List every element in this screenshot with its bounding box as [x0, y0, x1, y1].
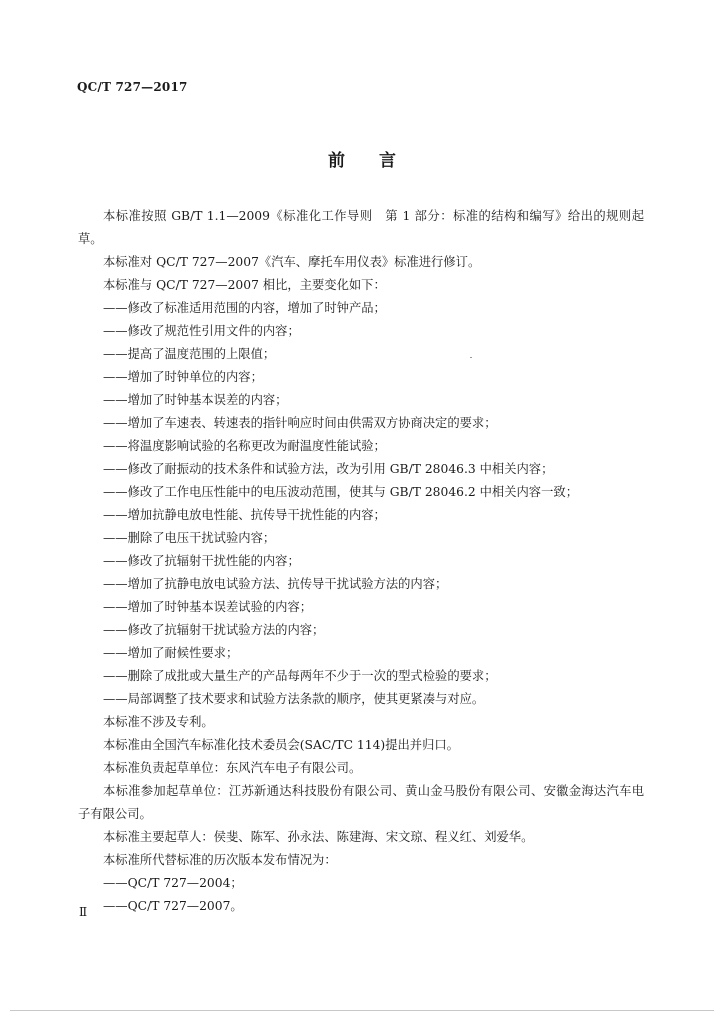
paragraph: 本标准按照 GB/T 1.1—2009《标准化工作导则 第 1 部分：标准的结构和编写》给出的规则起草。	[78, 209, 644, 246]
list-item: ——增加了耐候性要求；	[103, 646, 239, 660]
list-item: ——修改了标准适用范围的内容，增加了时钟产品；	[103, 301, 386, 315]
changes-list	[78, 297, 644, 711]
list-item: ——增加了时钟基本误差试验的内容；	[103, 600, 313, 614]
document-code-header: QC/T 727—2017	[77, 80, 188, 94]
paragraph: 本标准负责起草单位：东风汽车电子有限公司。	[103, 761, 362, 775]
list-item: ——QC/T 727—2007。	[103, 899, 243, 913]
page-edge-line	[10, 1010, 714, 1011]
list-item: ——修改了抗辐射干扰试验方法的内容；	[103, 623, 325, 637]
paragraph: 本标准参加起草单位：江苏新通达科技股份有限公司、黄山金马股份有限公司、安徽金海达汽车电子有限公司。	[78, 784, 644, 821]
paragraph: 本标准对 QC/T 727—2007《汽车、摩托车用仪表》标准进行修订。	[103, 255, 481, 269]
list-item: ——将温度影响试验的名称更改为耐温度性能试验；	[103, 439, 386, 453]
paragraph: 本标准主要起草人：侯斐、陈军、孙永法、陈建海、宋文琼、程义红、刘爱华。	[103, 830, 534, 844]
paragraph: 本标准由全国汽车标准化技术委员会(SAC/TC 114)提出并归口。	[103, 738, 459, 752]
list-item: ——增加了车速表、转速表的指针响应时间由供需双方协商决定的要求；	[103, 416, 497, 430]
scan-speck	[470, 357, 472, 358]
list-item: ——QC/T 727—2004；	[103, 876, 243, 890]
list-item: ——增加了抗静电放电试验方法、抗传导干扰试验方法的内容；	[103, 577, 448, 591]
paragraph: 本标准与 QC/T 727—2007 相比，主要变化如下：	[103, 278, 386, 292]
history-list	[78, 872, 644, 918]
paragraph: 本标准所代替标准的历次版本发布情况为：	[103, 853, 337, 867]
list-item: ——增加抗静电放电性能、抗传导干扰性能的内容；	[103, 508, 386, 522]
list-item: ——提高了温度范围的上限值；	[103, 347, 276, 361]
page-number: Ⅱ	[79, 905, 88, 919]
section-title: 前言	[328, 151, 430, 171]
list-item: ——修改了规范性引用文件的内容；	[103, 324, 300, 338]
list-item: ——局部调整了技术要求和试验方法条款的顺序，使其更紧凑与对应。	[103, 692, 485, 706]
list-item: ——修改了抗辐射干扰性能的内容；	[103, 554, 300, 568]
list-item: ——修改了工作电压性能中的电压波动范围，使其与 GB/T 28046.2 中相关内容一致；	[103, 485, 578, 499]
list-item: ——增加了时钟基本误差的内容；	[103, 393, 288, 407]
list-item: ——增加了时钟单位的内容；	[103, 370, 263, 384]
list-item: ——删除了电压干扰试验内容；	[103, 531, 276, 545]
document-body	[78, 205, 644, 918]
paragraph: 本标准不涉及专利。	[103, 715, 214, 729]
list-item: ——删除了成批或大量生产的产品每两年不少于一次的型式检验的要求；	[103, 669, 497, 683]
list-item: ——修改了耐振动的技术条件和试验方法，改为引用 GB/T 28046.3 中相关内容；	[103, 462, 554, 476]
